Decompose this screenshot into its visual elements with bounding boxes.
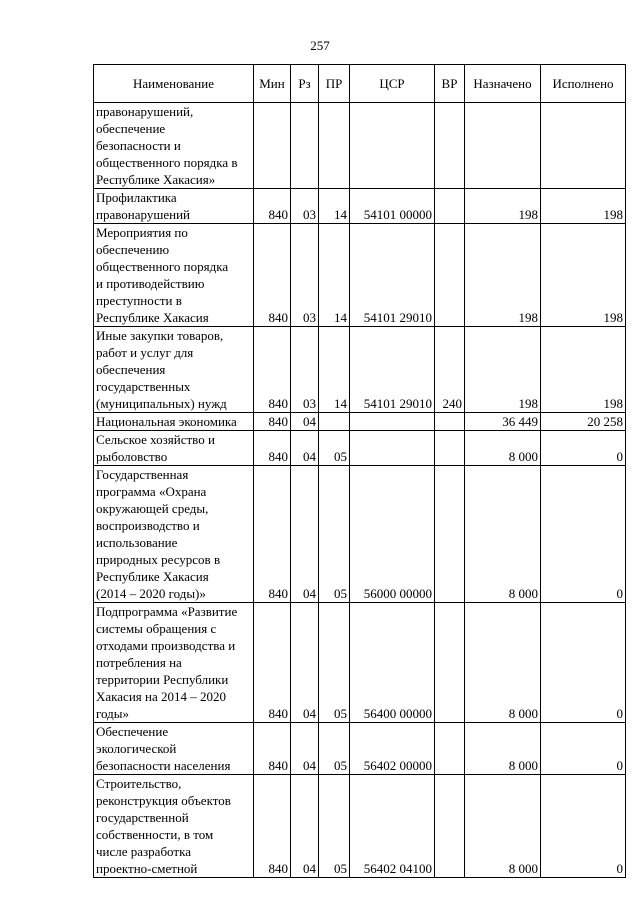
cell-name: Строительство, реконструкция объектов государственной собственности, в том числе разработка проектно-сметной bbox=[94, 775, 254, 878]
cell-rz: 04 bbox=[291, 603, 319, 723]
cell-name: Государственная программа «Охрана окружающей среды, воспроизводство и использование природных ресурсов в Республике Хакасия (2014 – 2020 годы)» bbox=[94, 466, 254, 603]
cell-pr bbox=[319, 413, 350, 431]
cell-csr: 54101 29010 bbox=[350, 327, 435, 413]
table-row bbox=[94, 413, 626, 431]
cell-vr bbox=[435, 431, 465, 466]
cell-pr: 14 bbox=[319, 327, 350, 413]
cell-csr bbox=[350, 431, 435, 466]
cell-vr bbox=[435, 603, 465, 723]
cell-name: Подпрограмма «Развитие системы обращения с отходами производства и потребления на территории Республики Хакасия на 2014 – 2020 годы» bbox=[94, 603, 254, 723]
cell-assigned: 36 449 bbox=[465, 413, 541, 431]
cell-csr: 56402 00000 bbox=[350, 723, 435, 775]
header-csr: ЦСР bbox=[350, 65, 435, 103]
cell-rz: 04 bbox=[291, 466, 319, 603]
cell-csr bbox=[350, 413, 435, 431]
cell-assigned: 198 bbox=[465, 327, 541, 413]
table-row bbox=[94, 431, 626, 466]
cell-assigned: 8 000 bbox=[465, 723, 541, 775]
cell-pr: 05 bbox=[319, 466, 350, 603]
cell-name: Национальная экономика bbox=[94, 413, 254, 431]
table-row bbox=[94, 327, 626, 413]
cell-min: 840 bbox=[254, 466, 291, 603]
cell-executed: 198 bbox=[541, 189, 626, 224]
cell-assigned: 8 000 bbox=[465, 466, 541, 603]
cell-pr: 05 bbox=[319, 723, 350, 775]
table-header bbox=[94, 65, 626, 103]
cell-min: 840 bbox=[254, 413, 291, 431]
cell-csr: 56402 04100 bbox=[350, 775, 435, 878]
cell-vr: 240 bbox=[435, 327, 465, 413]
cell-rz bbox=[291, 103, 319, 189]
cell-name: правонарушений, обеспечение безопасности и общественного порядка в Республике Хакасия» bbox=[94, 103, 254, 189]
table-row bbox=[94, 603, 626, 723]
table-row bbox=[94, 224, 626, 327]
cell-assigned: 198 bbox=[465, 189, 541, 224]
table-row bbox=[94, 775, 626, 878]
cell-vr bbox=[435, 723, 465, 775]
cell-min: 840 bbox=[254, 775, 291, 878]
cell-vr bbox=[435, 103, 465, 189]
cell-csr: 56000 00000 bbox=[350, 466, 435, 603]
table-row bbox=[94, 466, 626, 603]
cell-vr bbox=[435, 775, 465, 878]
table-row bbox=[94, 723, 626, 775]
header-row bbox=[94, 65, 626, 103]
cell-rz: 04 bbox=[291, 723, 319, 775]
cell-csr: 54101 29010 bbox=[350, 224, 435, 327]
cell-executed bbox=[541, 103, 626, 189]
cell-name: Обеспечение экологической безопасности населения bbox=[94, 723, 254, 775]
page-number: 257 bbox=[310, 38, 330, 53]
cell-executed: 0 bbox=[541, 466, 626, 603]
cell-csr: 56400 00000 bbox=[350, 603, 435, 723]
header-assigned: Назначено bbox=[465, 65, 541, 103]
cell-pr bbox=[319, 103, 350, 189]
cell-rz: 03 bbox=[291, 224, 319, 327]
cell-assigned: 8 000 bbox=[465, 775, 541, 878]
cell-name: Профилактика правонарушений bbox=[94, 189, 254, 224]
cell-assigned bbox=[465, 103, 541, 189]
cell-pr: 14 bbox=[319, 189, 350, 224]
cell-executed: 198 bbox=[541, 224, 626, 327]
header-pr: ПР bbox=[319, 65, 350, 103]
cell-pr: 14 bbox=[319, 224, 350, 327]
cell-rz: 04 bbox=[291, 431, 319, 466]
table-row bbox=[94, 103, 626, 189]
header-vr: ВР bbox=[435, 65, 465, 103]
cell-assigned: 8 000 bbox=[465, 603, 541, 723]
cell-min: 840 bbox=[254, 327, 291, 413]
header-executed: Исполнено bbox=[541, 65, 626, 103]
cell-min: 840 bbox=[254, 723, 291, 775]
cell-rz: 04 bbox=[291, 413, 319, 431]
cell-name: Иные закупки товаров, работ и услуг для обеспечения государственных (муниципальных) нужд bbox=[94, 327, 254, 413]
cell-pr: 05 bbox=[319, 431, 350, 466]
cell-executed: 0 bbox=[541, 723, 626, 775]
cell-min: 840 bbox=[254, 603, 291, 723]
cell-csr bbox=[350, 103, 435, 189]
cell-executed: 0 bbox=[541, 431, 626, 466]
table-row bbox=[94, 189, 626, 224]
cell-min: 840 bbox=[254, 189, 291, 224]
header-min: Мин bbox=[254, 65, 291, 103]
cell-executed: 198 bbox=[541, 327, 626, 413]
table-body bbox=[94, 103, 626, 878]
header-name: Наименование bbox=[94, 65, 254, 103]
cell-vr bbox=[435, 413, 465, 431]
cell-pr: 05 bbox=[319, 603, 350, 723]
cell-executed: 0 bbox=[541, 603, 626, 723]
cell-vr bbox=[435, 466, 465, 603]
cell-executed: 0 bbox=[541, 775, 626, 878]
cell-min: 840 bbox=[254, 431, 291, 466]
cell-vr bbox=[435, 224, 465, 327]
cell-min bbox=[254, 103, 291, 189]
cell-csr: 54101 00000 bbox=[350, 189, 435, 224]
cell-vr bbox=[435, 189, 465, 224]
cell-pr: 05 bbox=[319, 775, 350, 878]
cell-assigned: 198 bbox=[465, 224, 541, 327]
cell-min: 840 bbox=[254, 224, 291, 327]
cell-assigned: 8 000 bbox=[465, 431, 541, 466]
cell-rz: 04 bbox=[291, 775, 319, 878]
cell-name: Мероприятия по обеспечению общественного порядка и противодействию преступности в Республике Хакасия bbox=[94, 224, 254, 327]
cell-name: Сельское хозяйство и рыболовство bbox=[94, 431, 254, 466]
budget-table bbox=[93, 64, 626, 878]
cell-executed: 20 258 bbox=[541, 413, 626, 431]
cell-rz: 03 bbox=[291, 189, 319, 224]
cell-rz: 03 bbox=[291, 327, 319, 413]
header-rz: Рз bbox=[291, 65, 319, 103]
